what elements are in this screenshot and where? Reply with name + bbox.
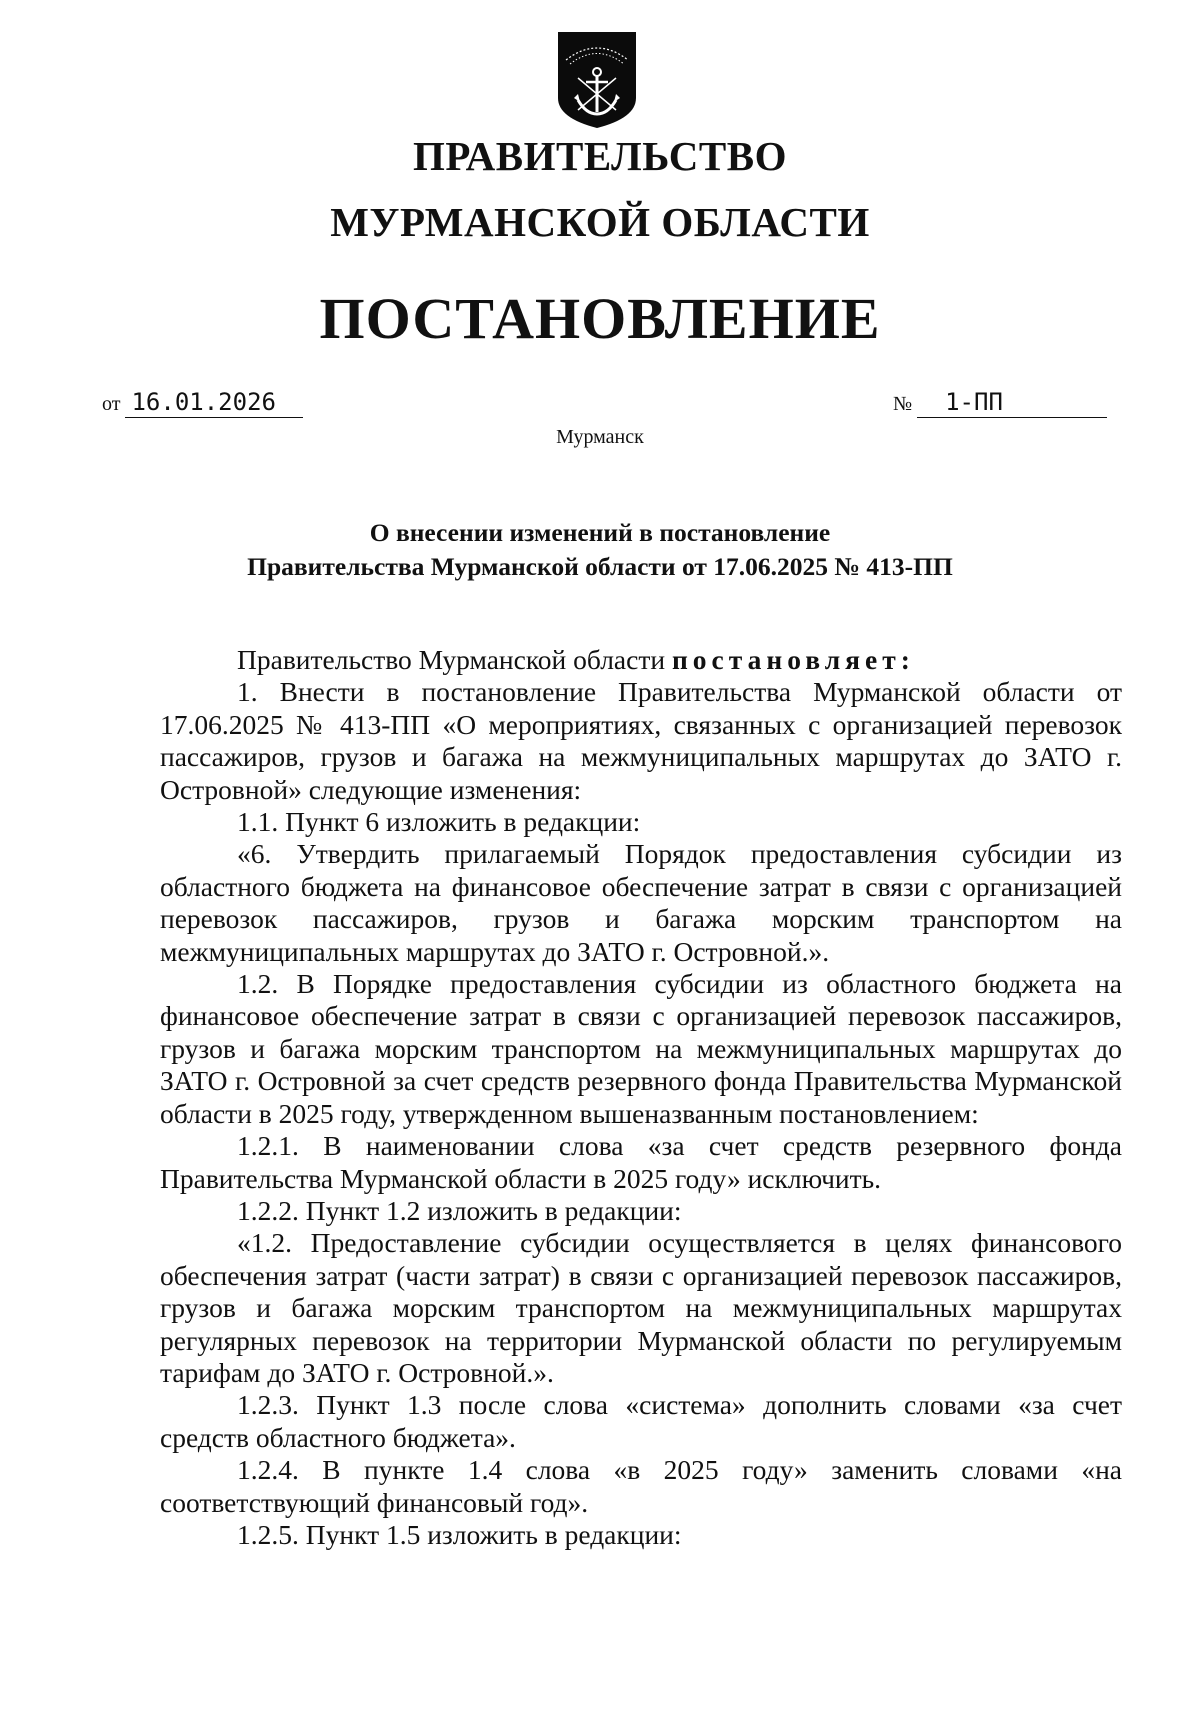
title-line1: О внесении изменений в постановление xyxy=(369,518,831,547)
document-title xyxy=(0,516,1200,584)
intro-paragraph xyxy=(160,644,1122,676)
coat-of-arms-icon xyxy=(556,30,638,130)
number-prefix: № xyxy=(893,393,913,415)
city: Мурманск xyxy=(556,426,644,448)
document-date xyxy=(102,388,303,418)
paragraph: 1.2.3. Пункт 1.3 после слова «система» дополнить словами «за счет средств областного бюджета». xyxy=(160,1389,1122,1453)
number-value: 1-ПП xyxy=(917,388,1107,418)
date-prefix: от xyxy=(102,393,121,415)
paragraph: 1. Внести в постановление Правительства Мурманской области от 17.06.2025 № 413-ПП «О мероприятиях, связанных с организацией перевозок пассажиров, грузов и багажа на межмуниципальных маршрутах до ЗАТО г. Островной» следующие изменения: xyxy=(160,676,1122,805)
document-body xyxy=(160,644,1122,1551)
paragraph: 1.2.5. Пункт 1.5 изложить в редакции: xyxy=(237,1518,682,1550)
intro-resolves: постановляет: xyxy=(671,644,915,675)
date-value: 16.01.2026 xyxy=(125,388,303,418)
org-name-line2: МУРМАНСКОЙ ОБЛАСТИ xyxy=(330,199,870,245)
paragraph: 1.2. В Порядке предоставления субсидии из областного бюджета на финансовое обеспечение затрат в связи с организацией перевозок пассажиров, грузов и багажа морским транспортом на межмуниципальных маршрутах до ЗАТО г. Островной за счет средств резервного фонда Правительства Мурманской области в 2025 году, утвержденном вышеназванным постановлением: xyxy=(160,968,1122,1129)
org-name-line1: ПРАВИТЕЛЬСТВО xyxy=(412,133,788,179)
document-number xyxy=(893,388,1107,418)
paragraph: 1.2.2. Пункт 1.2 изложить в редакции: xyxy=(237,1194,682,1226)
paragraph: 1.2.4. В пункте 1.4 слова «в 2025 году» заменить словами «на соответствующий финансовый год». xyxy=(160,1454,1122,1518)
paragraph: 1.2.1. В наименовании слова «за счет средств резервного фонда Правительства Мурманской области в 2025 году» исключить. xyxy=(160,1130,1122,1194)
intro-lead: Правительство Мурманской области xyxy=(237,644,666,675)
title-line2: Правительства Мурманской области от 17.06.2025 № 413-ПП xyxy=(247,552,953,581)
document-type: ПОСТАНОВЛЕНИЕ xyxy=(319,286,881,351)
paragraph: 1.1. Пункт 6 изложить в редакции: xyxy=(237,806,641,838)
paragraph: «6. Утвердить прилагаемый Порядок предоставления субсидии из областного бюджета на финансовое обеспечение затрат в связи с организацией перевозок пассажиров, грузов и багажа морским транспортом на межмуниципальных маршрутах до ЗАТО г. Островной.». xyxy=(160,838,1122,967)
paragraph: «1.2. Предоставление субсидии осуществляется в целях финансового обеспечения затрат (части затрат) в связи с организацией перевозок пассажиров, грузов и багажа морским транспортом на межмуниципальных маршрутах регулярных перевозок на территории Мурманской области по регулируемым тарифам до ЗАТО г. Островной.». xyxy=(160,1227,1122,1388)
